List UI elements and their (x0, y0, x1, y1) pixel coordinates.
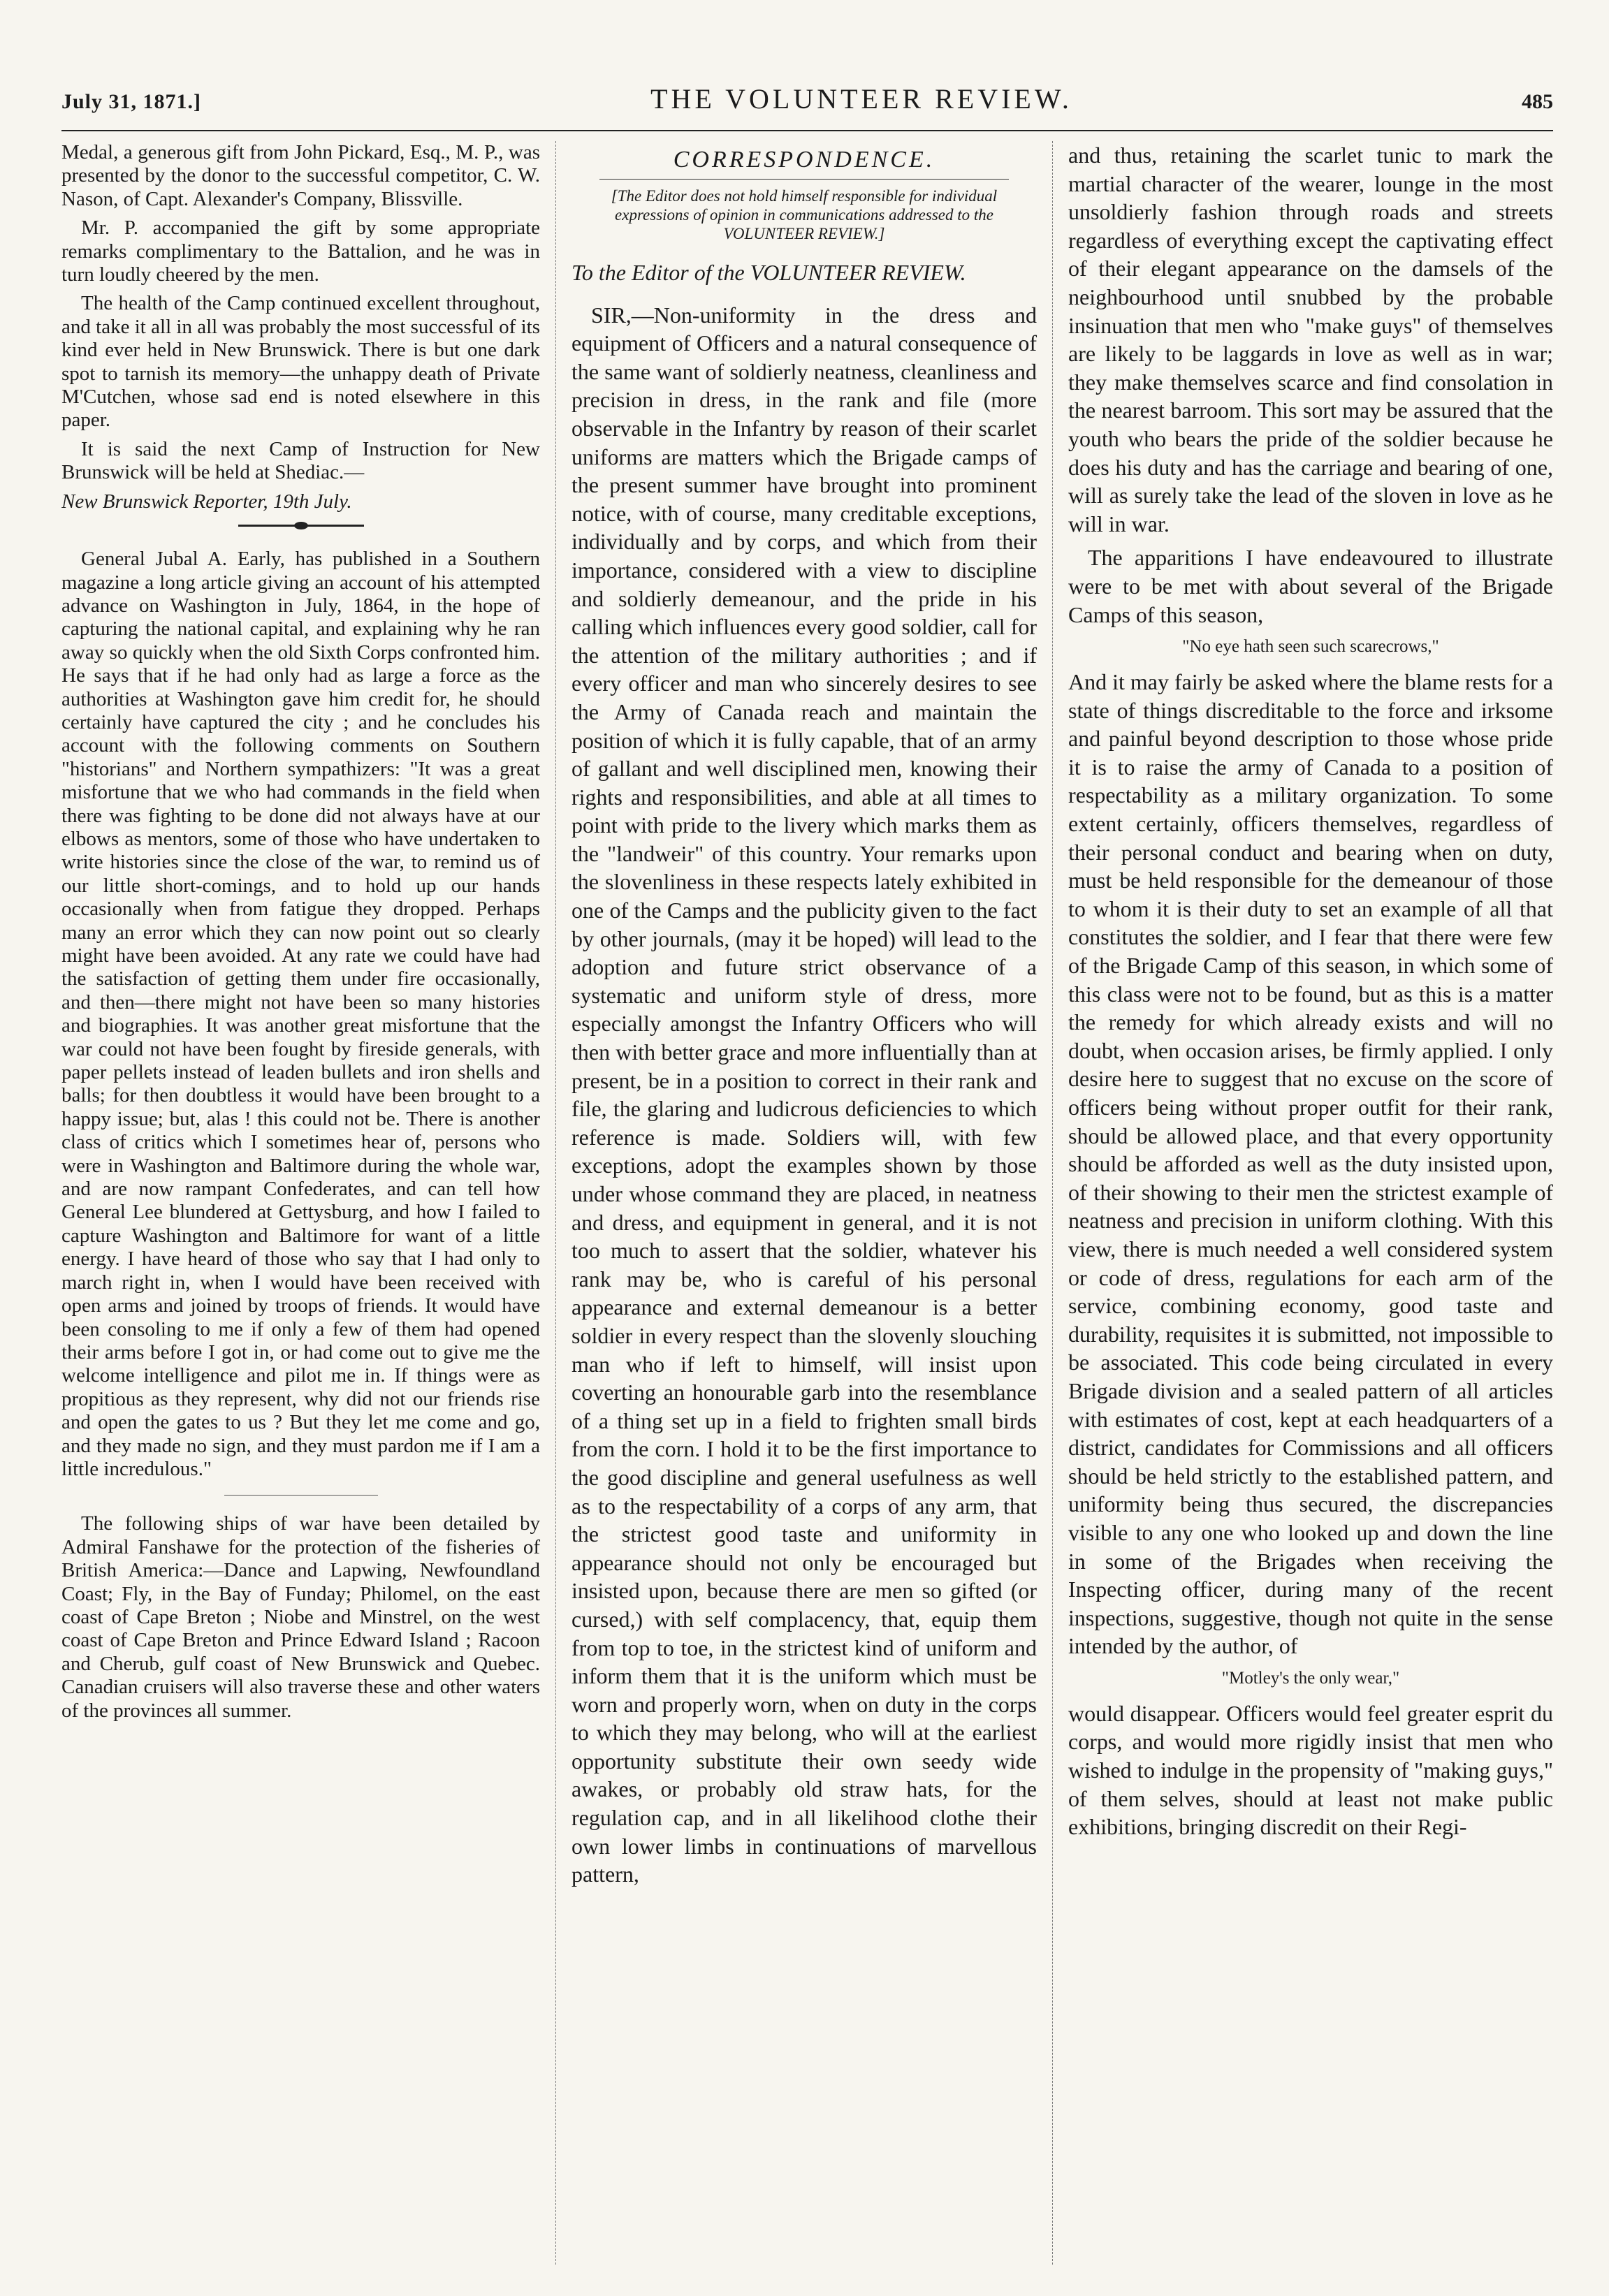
motley-quote: "Motley's the only wear," (1221, 1668, 1400, 1688)
section-divider (238, 525, 364, 527)
columns (61, 141, 1553, 2265)
correspondence-heading: CORRESPONDENCE. (673, 147, 935, 173)
scarecrows-quote: "No eye hath seen such scarecrows," (1182, 637, 1439, 657)
letter-continued-paragraph: And it may fairly be asked where the blame rests for a state of things discreditable to the force and irksome and painful beyond description to those whose pride it is to raise the army of Canada to a position of respectability as a military organization. To some extent certainly, officers themselves, regardless of their personal conduct and bearing when on duty, must be held responsible for the demeanour of those to whom it is their duty to set an example of all that constitutes the soldier, and I fear that there were few of the Brigade Camp of this season, in which some of this class were not to be found, but as this is a matter the remedy for which already exists and will no doubt, when occasion arises, be firmly applied. I only desire here to suggest that no excuse on the score of officers being without proper outfit for their rank, should be allowed place, and that every opportunity should be afforded as well as the duty insisted upon, of their showing to their men the strictest example of neatness and precision in uniform clothing. With this view, there is much needed a well considered system or code of dress, regulations for each arm of the service, combining economy, good taste and durability, requisites it is submitted, not impossible to be associated. This code being circulated in every Brigade division and a sealed pattern of all articles with estimates of cost, kept at each headquarters of a district, candidates for Commissions and all officers should be held strictly to the established pattern, and uniformity being thus secured, the discrepancies visible to any one who looked up and down the line in some of the Brigades when receiving the Inspecting officer, during many of the recent inspections, suggestive, though not quite in the sense intended by the author, of (1068, 669, 1553, 1659)
letter-continued-paragraph: and thus, retaining the scarlet tunic to mark the martial character of the wearer, lounge in the most unsoldierly fashion through roads and streets regardless of everything except the captivating effect of their elegant appearance on the damsels of the neighbourhood until snubbed by the probable insinuation that men who "make guys" of themselves are likely to be laggards in love as well as in war; they make themselves scarce and find consolation in the nearest barroom. This sort may be assured that the youth who bears the pride of the soldier because he does his duty and has the carriage and bearing of one, will as surely take the lead of the sloven in love as he will in war. (1068, 142, 1553, 536)
issue-date: July 31, 1871.] (61, 90, 202, 113)
camp-report-paragraph: Medal, a generous gift from John Pickard, Esq., M. P., was presented by the donor to the successful competitor, C. W. Nason, of Capt. Alexander's Company, Blissville. (61, 141, 540, 210)
early-article: General Jubal A. Early, has published in a Southern magazine a long article giving an account of his attempted advance on Washington in July, 1864, in the hope of capturing the national capital, and explaining why he ran away so quickly when the old Sixth Corps confronted him. He says that if he had only had as large a force as the authorities at Washington gave him credit for, he should certainly have captured the city ; and he concludes his account with the following comments on Southern "historians" and Northern sympathizers: "It was a great misfortune that we who had commands in the field when there was fighting to be done did not always have at our elbows as mentors, some of those who have undertaken to write histories since the close of the war, to remind us of our little short-comings, and to hold up our hands occasionally when from fatigue they dropped. Perhaps many an error which they can now point out so clearly might have been avoided. At any rate we could have had the satisfaction of getting them under fire occasionally, and then—there might not have been so many histories and biographies. It was another great misfortune that the war could not have been fought by fireside generals, with paper pellets instead of leaden bullets and iron shells and balls; for then doubtless it would have been brought to a happy issue; but, alas ! this could not be. There is another class of critics which I sometimes hear of, persons who were in Washington and Baltimore during the whole war, and are now rampant Confederates, and can tell how General Lee blundered at Gettysburg, and how I failed to capture Washington and Baltimore for want of a little energy. I have heard of those who say that I had only to march right in, when I would have been received with open arms and joined by troops of friends. It would have been consoling to me if only a few of them had opened their arms before I got in, or had come out to give me the welcome intelligence and pilot me in. If things were as propitious as they represent, why did not our friends rise and open the gates to us ? But they let me come and go, and they made no sign, and they must pardon me if I am a little incredulous." (61, 548, 540, 1480)
camp-report-paragraph: The health of the Camp continued excellent throughout, and take it all in all was probably the most successful of its kind ever held in New Brunswick. There is but one dark spot to tarnish its memory—the unhappy death of Private M'Cutchen, whose sad end is noted elsewhere in this paper. (61, 292, 540, 432)
letter-addressee: To the Editor of the VOLUNTEER REVIEW. (571, 260, 966, 285)
page-number: 485 (1522, 90, 1553, 113)
column-middle (555, 141, 1053, 2265)
letter-body: SIR,—Non-uniformity in the dress and equipment of Officers and a natural consequence of the same want of soldierly neatness, cleanliness and precision in dress, in the rank and file (more observable in the Infantry by reason of their scarlet uniforms are matters which the Brigade camps of the present summer have brought into prominent notice, with of course, many creditable exceptions, individually and by corps, and which from their importance, considered with a view to discipline and soldierly demeanour, and the pride in his calling which influences every good soldier, call for the attention of the military authorities ; and if every officer and man who sincerely desires to see the Army of Canada reach and maintain the position of which it is fully capable, that of an army of gallant and well disciplined men, knowing their rights and responsibilities, and able at all times to point with pride to the livery which marks them as the "landweir" of this country. Your remarks upon the slovenliness in these respects lately exhibited in one of the Camps and the publicity given to the fact by other journals, (may it be hoped) will lead to the adoption and future strict observance of a systematic and uniform style of dress, more especially amongst the Infantry Officers who will then with better grace and more influentially than at present, be in a position to correct in their rank and file, the glaring and ludicrous deficiencies to which reference is made. Soldiers will, with few exceptions, adopt the examples shown by those under whose command they are placed, in neatness and dress, and equipment in general, and it is not too much to assert that the soldier, whatever his rank may be, who is careful of his personal appearance and external demeanour is a better soldier in every respect than the slovenly slouching man who if left to himself, will insist upon coverting an honourable garb into the resemblance of a thing set up in a field to frighten small birds from the corn. I hold it to be the first importance to the good discipline and general usefulness as well as to the respectability of a corps of any arm, that the strictest good taste and uniformity in appearance should not only be encouraged but insisted upon, because there are men so gifted (or cursed,) with self complacency, that, equip them from top to toe, in the strictest kind of uniform and inform them that it is the uniform which must be worn and properly worn, when on duty in the corps to which they may belong, who will at the earliest opportunity substitute their own seedy wide awakes, or probably old straw hats, for the regulation cap, and in all likelihood clothe their own lower limbs in continuations of marvellous pattern, (571, 302, 1037, 1887)
column-left (61, 141, 555, 2265)
ships-article: The following ships of war have been detailed by Admiral Fanshawe for the protection of the fisheries of British America:—Dance and Lapwing, Newfoundland Coast; Fly, in the Bay of Funday; Philomel, on the east coast of Cape Breton ; Niobe and Minstrel, on the west coast of Cape Breton and Prince Edward Island ; Racoon and Cherub, gulf coast of New Brunswick and Quebec. Canadian cruisers will also traverse these and other waters of the provinces all summer. (61, 1512, 540, 1722)
letter-continued-paragraph: would disappear. Officers would feel greater esprit du corps, and would more rigidly insist that men who wished to indulge in the propensity of "making guys," of them selves, should at least not make public exhibitions, bringing discredit on their Regi- (1068, 1700, 1553, 1840)
page-header (61, 82, 1553, 131)
section-divider (224, 1495, 378, 1496)
heading-rule (599, 179, 1009, 180)
publication-title: THE VOLUNTEER REVIEW. (650, 83, 1072, 115)
camp-report-paragraph: It is said the next Camp of Instruction for New Brunswick will be held at Shediac.— (61, 437, 540, 484)
column-right (1053, 141, 1553, 2265)
camp-report-dateline: New Brunswick Reporter, 19th July. (61, 490, 352, 513)
letter-continued-paragraph: The apparitions I have endeavoured to illustrate were to be met with about several of the Brigade Camps of this season, (1068, 545, 1553, 627)
camp-report-paragraph: Mr. P. accompanied the gift by some appropriate remarks complimentary to the Battalion, and he was in turn loudly cheered by the men. (61, 217, 540, 286)
editor-disclaimer: [The Editor does not hold himself responsible for individual expressions of opinion in communications addressed to the VOLUNTEER REVIEW.] (611, 187, 998, 242)
